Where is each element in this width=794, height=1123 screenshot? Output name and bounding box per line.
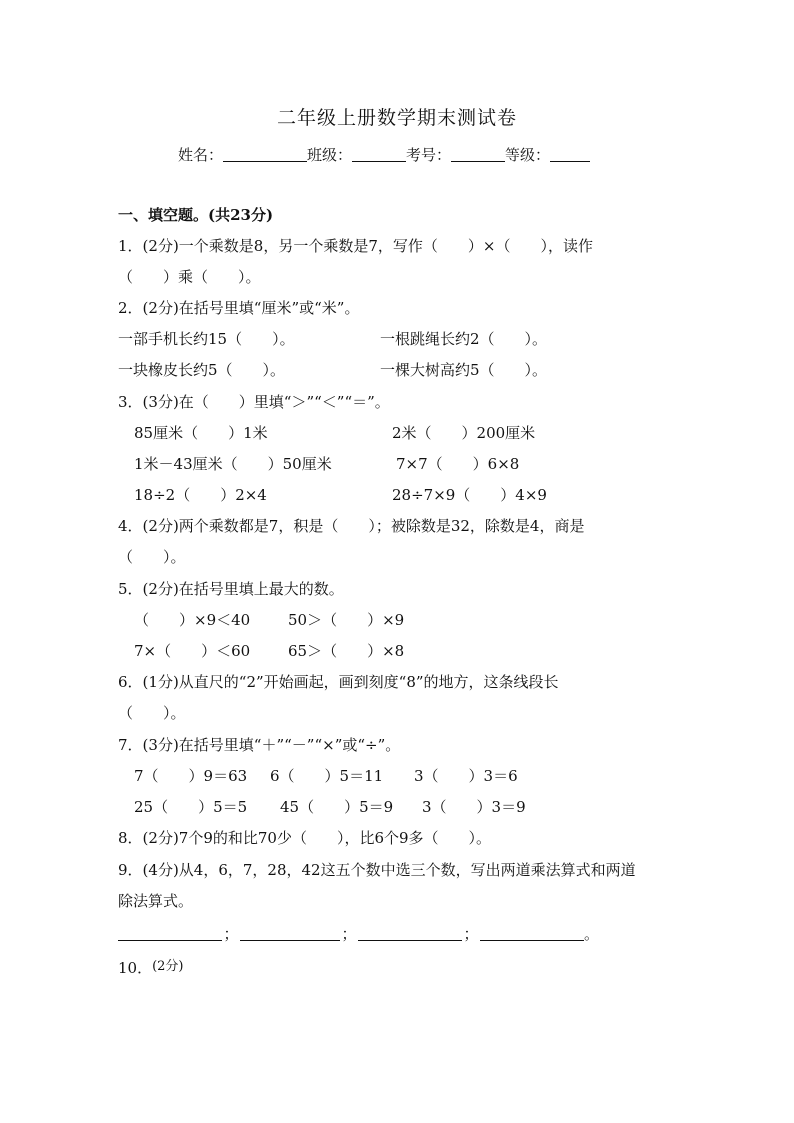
question-3-line-1: 3．(3分)在（ ）里填“＞”“＜”“＝”。 xyxy=(118,393,390,411)
answer-blank[interactable] xyxy=(118,926,222,941)
student-info-row xyxy=(178,144,590,165)
question-9-answer-row xyxy=(118,924,599,944)
question-5-line-1: 5．(2分)在括号里填上最大的数。 xyxy=(118,580,344,598)
separator: ； xyxy=(223,925,239,943)
question-7-item: 7（ ）9＝63 xyxy=(134,767,248,785)
question-1-line-2: （ ）乘（ ）。 xyxy=(118,268,261,286)
question-1-line-1: 1．(2分)一个乘数是8，另一个乘数是7，写作（ ）×（ ），读作 xyxy=(118,237,593,255)
question-5-item: 7×（ ）＜60 xyxy=(134,642,251,660)
question-score: (2分) xyxy=(152,959,184,974)
question-2-item: 一根跳绳长约2（ ）。 xyxy=(380,330,548,348)
question-8-line-1: 8．(2分)7个9的和比70少（ ），比6个9多（ ）。 xyxy=(118,829,492,847)
question-2-item: 一块橡皮长约5（ ）。 xyxy=(118,361,286,379)
question-9-line-2: 除法算式。 xyxy=(118,892,194,910)
answer-blank[interactable] xyxy=(240,926,340,941)
question-7-item: 25（ ）5＝5 xyxy=(134,798,248,816)
question-7-line-1: 7．(3分)在括号里填“＋”“－”“×”或“÷”。 xyxy=(118,736,401,754)
separator: ； xyxy=(341,925,357,943)
question-6-line-2: （ ）。 xyxy=(118,704,186,722)
question-3-item: 7×7（ ）6×8 xyxy=(396,455,520,473)
name-blank[interactable] xyxy=(223,147,307,162)
separator: ； xyxy=(463,925,479,943)
question-4-line-1: 4．(2分)两个乘数都是7，积是（ ）；被除数是32，除数是4，商是 xyxy=(118,517,585,535)
question-7-item: 6（ ）5＝11 xyxy=(270,767,384,785)
question-10-line-1 xyxy=(118,957,184,978)
answer-blank[interactable] xyxy=(358,926,462,941)
question-2-item: 一棵大树高约5（ ）。 xyxy=(380,361,548,379)
question-3-item: 85厘米（ ）1米 xyxy=(134,424,268,442)
question-number: 10． xyxy=(118,959,153,977)
question-7-item: 3（ ）3＝6 xyxy=(414,767,518,785)
question-5-item: 65＞（ ）×8 xyxy=(288,642,405,660)
question-5-item: （ ）×9＜40 xyxy=(134,611,251,629)
question-2-item: 一部手机长约15（ ）。 xyxy=(118,330,295,348)
question-3-item: 2米（ ）200厘米 xyxy=(392,424,536,442)
question-3-item: 1米－43厘米（ ）50厘米 xyxy=(134,455,332,473)
page-title: 二年级上册数学期末测试卷 xyxy=(276,107,517,129)
question-5-item: 50＞（ ）×9 xyxy=(288,611,405,629)
question-9-line-1: 9．(4分)从4，6，7，28，42这五个数中选三个数，写出两道乘法算式和两道 xyxy=(118,861,636,879)
question-3-item: 28÷7×9（ ）4×9 xyxy=(392,486,547,504)
end-mark: 。 xyxy=(584,925,600,943)
name-label: 姓名： xyxy=(178,146,224,164)
question-6-line-1: 6．(1分)从直尺的“2”开始画起，画到刻度“8”的地方，这条线段长 xyxy=(118,673,559,691)
question-2-line-1: 2．(2分)在括号里填“厘米”或“米”。 xyxy=(118,299,360,317)
class-blank[interactable] xyxy=(352,147,406,162)
grade-blank[interactable] xyxy=(550,147,590,162)
question-3-item: 18÷2（ ）2×4 xyxy=(134,486,267,504)
answer-blank[interactable] xyxy=(480,926,584,941)
class-label: 班级： xyxy=(307,146,353,164)
exam-no-label: 考号： xyxy=(406,146,452,164)
question-4-line-2: （ ）。 xyxy=(118,548,186,566)
exam-no-blank[interactable] xyxy=(451,147,505,162)
question-7-item: 3（ ）3＝9 xyxy=(422,798,526,816)
section-heading: 一、填空题。(共23分) xyxy=(118,206,274,224)
grade-label: 等级： xyxy=(505,146,551,164)
question-7-item: 45（ ）5＝9 xyxy=(280,798,394,816)
